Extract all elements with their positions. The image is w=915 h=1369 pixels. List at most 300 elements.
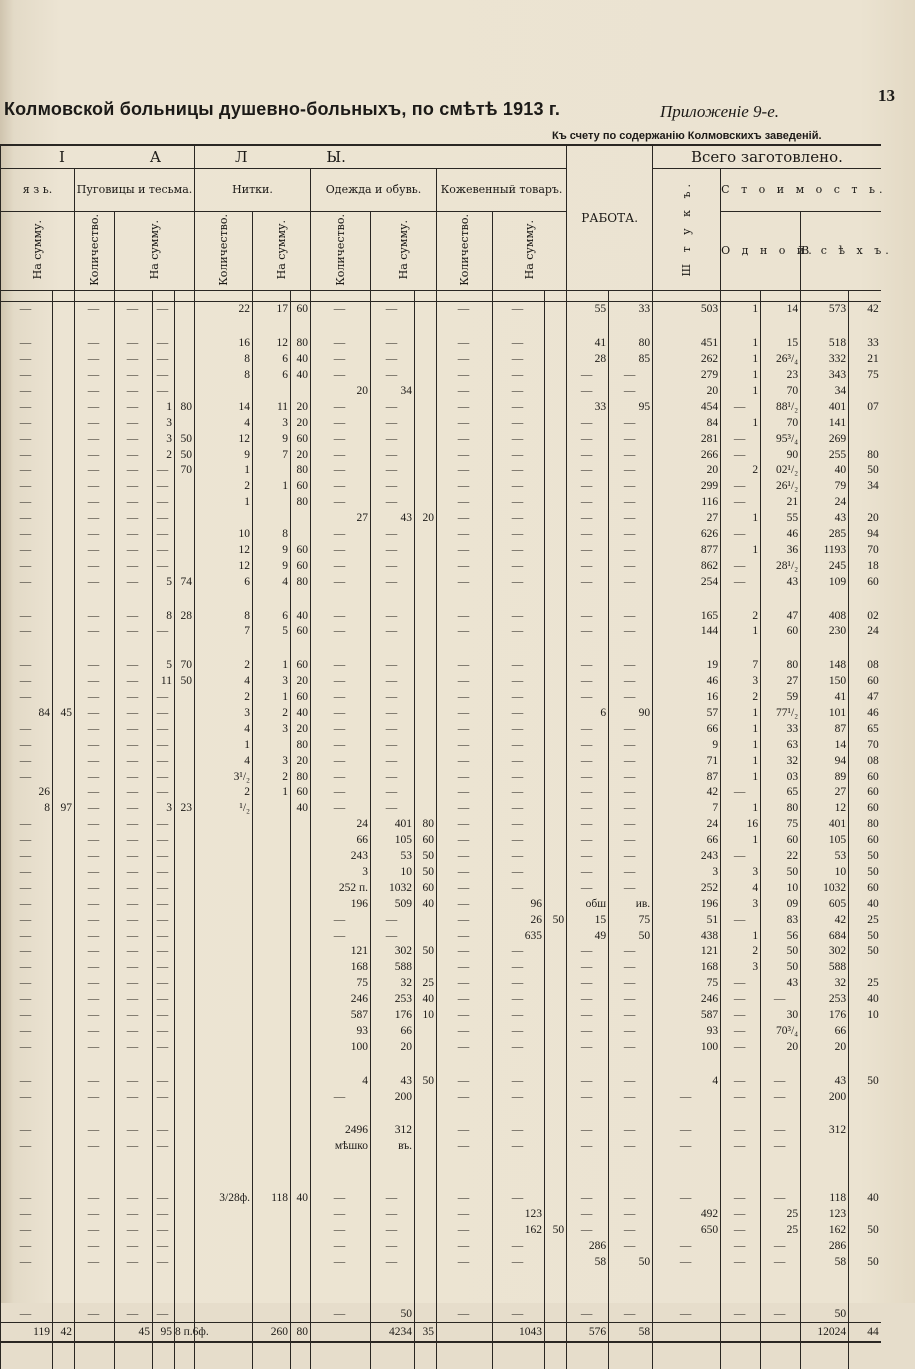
table-cell: 8: [195, 352, 253, 368]
table-cell: —: [1, 463, 53, 479]
table-cell: —: [311, 674, 371, 690]
table-cell: [567, 1055, 609, 1073]
table-row: [1, 753, 881, 769]
table-cell: —: [75, 817, 115, 833]
table-cell: —: [493, 415, 545, 431]
table-cell: [415, 608, 437, 624]
table-row: [1, 674, 881, 690]
table-cell: [253, 817, 291, 833]
table-cell: 50: [609, 928, 653, 944]
table-cell: [545, 1155, 567, 1173]
table-cell: 32: [801, 976, 849, 992]
table-cell: [567, 318, 609, 336]
table-cell: 25: [849, 976, 881, 992]
table-cell: [801, 1270, 849, 1288]
table-cell: —: [437, 912, 493, 928]
table-cell: —: [75, 944, 115, 960]
table-tail-row: [1, 1342, 881, 1369]
table-cell: —: [493, 1254, 545, 1270]
table-cell: [545, 431, 567, 447]
table-cell: —: [153, 896, 175, 912]
table-cell: —: [153, 785, 175, 801]
table-cell: —: [75, 785, 115, 801]
table-cell: 5: [153, 658, 175, 674]
table-cell: —: [75, 608, 115, 624]
table-row: [1, 992, 881, 1008]
table-cell: [545, 1288, 567, 1306]
table-cell: 66: [653, 833, 721, 849]
table-cell: 40: [291, 368, 311, 384]
table-cell: —: [153, 1073, 175, 1089]
table-cell: —: [437, 896, 493, 912]
table-cell: —: [493, 479, 545, 495]
table-cell: 302: [801, 944, 849, 960]
table-cell: —: [567, 1073, 609, 1089]
table-cell: —: [371, 447, 415, 463]
table-cell: [545, 447, 567, 463]
table-cell: —: [567, 558, 609, 574]
table-cell: —: [761, 1191, 801, 1207]
table-cell: 89: [801, 769, 849, 785]
table-cell: 70³/₄: [761, 1023, 801, 1039]
table-cell: [415, 1173, 437, 1191]
table-cell: [175, 976, 195, 992]
table-cell: 75: [609, 912, 653, 928]
table-cell: —: [567, 511, 609, 527]
table-cell: 116: [653, 495, 721, 511]
table-cell: 245: [801, 558, 849, 574]
table-cell: [75, 318, 115, 336]
table-cell: —: [311, 368, 371, 384]
clothes-qty-col: Количество.: [311, 212, 371, 291]
table-cell: [801, 640, 849, 658]
table-cell: [53, 1089, 75, 1105]
table-cell: 7: [721, 658, 761, 674]
table-row: [1, 1254, 881, 1270]
table-cell: [493, 1270, 545, 1288]
table-cell: —: [75, 352, 115, 368]
table-cell: —: [609, 1191, 653, 1207]
table-cell: —: [153, 558, 175, 574]
table-cell: [437, 1270, 493, 1288]
table-cell: [545, 624, 567, 640]
table-cell: [75, 1270, 115, 1288]
table-cell: 70: [761, 415, 801, 431]
table-cell: [53, 1105, 75, 1123]
table-cell: 50: [849, 928, 881, 944]
table-cell: —: [493, 1306, 545, 1322]
table-cell: 2496: [311, 1123, 371, 1139]
table-cell: —: [153, 1139, 175, 1155]
table-row: [1, 737, 881, 753]
table-cell: [195, 1306, 253, 1322]
table-cell: 14: [801, 737, 849, 753]
table-cell: [53, 1288, 75, 1306]
table-cell: —: [721, 1039, 761, 1055]
table-cell: [253, 1023, 291, 1039]
table-cell: 24: [801, 495, 849, 511]
table-cell: 286: [801, 1238, 849, 1254]
table-cell: [175, 817, 195, 833]
table-cell: 23: [761, 368, 801, 384]
table-cell: 60: [291, 690, 311, 706]
table-cell: —: [115, 912, 153, 928]
table-cell: —: [75, 495, 115, 511]
table-cell: [545, 558, 567, 574]
table-cell: —: [609, 447, 653, 463]
table-cell: [371, 318, 415, 336]
table-cell: —: [1, 944, 53, 960]
table-cell: [53, 384, 75, 400]
table-cell: [195, 1270, 253, 1288]
table-cell: [195, 318, 253, 336]
table-cell: —: [493, 336, 545, 352]
table-cell: [721, 1055, 761, 1073]
table-cell: —: [311, 558, 371, 574]
table-cell: 40: [291, 801, 311, 817]
table-cell: 41: [801, 690, 849, 706]
table-cell: [545, 992, 567, 1008]
table-cell: —: [153, 463, 175, 479]
table-row: [1, 1123, 881, 1139]
table-cell: [53, 1123, 75, 1139]
table-cell: [653, 640, 721, 658]
table-cell: 3: [253, 721, 291, 737]
table-cell: 70: [849, 737, 881, 753]
table-cell: [291, 318, 311, 336]
table-cell: [415, 302, 437, 318]
table-cell: [195, 865, 253, 881]
table-cell: [291, 1223, 311, 1239]
table-cell: 42: [801, 912, 849, 928]
table-cell: 16: [653, 690, 721, 706]
table-cell: —: [1, 511, 53, 527]
table-cell: [721, 1105, 761, 1123]
table-cell: [849, 1123, 881, 1139]
table-cell: 60: [849, 769, 881, 785]
table-cell: —: [75, 574, 115, 590]
table-cell: 299: [653, 479, 721, 495]
table-cell: 53: [801, 849, 849, 865]
table-cell: 605: [801, 896, 849, 912]
table-cell: —: [75, 976, 115, 992]
table-cell: [253, 1139, 291, 1155]
appendix-label: Приложенiе 9-е.: [660, 102, 779, 122]
table-cell: 2: [721, 690, 761, 706]
table-cell: —: [761, 1238, 801, 1254]
table-row: [1, 1223, 881, 1239]
table-cell: [653, 1270, 721, 1288]
table-cell: —: [493, 352, 545, 368]
table-row: [1, 658, 881, 674]
table-cell: —: [567, 1306, 609, 1322]
table-cell: 80: [291, 769, 311, 785]
table-cell: 60: [415, 833, 437, 849]
table-cell: [415, 1238, 437, 1254]
table-row: [1, 1270, 881, 1288]
table-cell: 26¹/₂: [761, 479, 801, 495]
table-cell: —: [567, 463, 609, 479]
table-cell: [175, 318, 195, 336]
table-cell: [415, 558, 437, 574]
table-cell: [195, 912, 253, 928]
clothes-sum-col: На сумму.: [371, 212, 437, 291]
table-cell: —: [1, 527, 53, 543]
table-cell: —: [493, 302, 545, 318]
table-cell: —: [609, 624, 653, 640]
table-cell: [195, 1254, 253, 1270]
table-row: [1, 833, 881, 849]
table-row: [1, 1306, 881, 1322]
table-cell: —: [493, 944, 545, 960]
table-cell: —: [609, 463, 653, 479]
table-cell: [545, 928, 567, 944]
table-cell: —: [437, 431, 493, 447]
table-cell: —: [493, 976, 545, 992]
table-cell: —: [493, 801, 545, 817]
table-cell: 43: [761, 976, 801, 992]
table-cell: —: [153, 817, 175, 833]
table-cell: [291, 1139, 311, 1155]
table-cell: [849, 1039, 881, 1055]
table-cell: —: [437, 674, 493, 690]
table-cell: —: [371, 928, 415, 944]
table-cell: 11: [153, 674, 175, 690]
table-cell: —: [609, 944, 653, 960]
leather-qty-col: Количество.: [437, 212, 493, 291]
table-cell: 50: [545, 1223, 567, 1239]
table-cell: 25: [415, 976, 437, 992]
table-cell: 141: [801, 415, 849, 431]
table-cell: —: [493, 753, 545, 769]
table-cell: —: [1, 447, 53, 463]
table-cell: —: [75, 384, 115, 400]
table-cell: —: [75, 658, 115, 674]
table-cell: —: [115, 368, 153, 384]
table-row: [1, 1073, 881, 1089]
table-cell: —: [1, 1223, 53, 1239]
table-cell: [761, 640, 801, 658]
table-cell: 43: [801, 1073, 849, 1089]
table-cell: —: [311, 721, 371, 737]
table-cell: [493, 590, 545, 608]
table-cell: —: [1, 1207, 53, 1223]
table-cell: [291, 912, 311, 928]
table-cell: 20: [371, 1039, 415, 1055]
table-cell: [53, 495, 75, 511]
table-cell: [849, 431, 881, 447]
table-cell: —: [609, 1306, 653, 1322]
table-cell: 1: [195, 495, 253, 511]
table-cell: —: [153, 960, 175, 976]
table-cell: 3: [195, 706, 253, 722]
table-cell: —: [115, 384, 153, 400]
table-cell: [195, 944, 253, 960]
table-cell: [175, 640, 195, 658]
table-cell: 1: [253, 658, 291, 674]
table-cell: —: [115, 1073, 153, 1089]
table-cell: —: [311, 542, 371, 558]
table-cell: 312: [801, 1123, 849, 1139]
table-cell: —: [115, 690, 153, 706]
table-cell: [195, 1023, 253, 1039]
table-cell: 332: [801, 352, 849, 368]
table-cell: [53, 960, 75, 976]
table-cell: —: [567, 447, 609, 463]
table-cell: 168: [653, 960, 721, 976]
table-cell: [253, 833, 291, 849]
table-cell: [371, 640, 415, 658]
table-cell: 43: [761, 574, 801, 590]
table-cell: 56: [761, 928, 801, 944]
table-cell: [609, 590, 653, 608]
table-cell: —: [493, 431, 545, 447]
table-cell: 40: [849, 992, 881, 1008]
table-cell: —: [75, 992, 115, 1008]
table-cell: —: [75, 1073, 115, 1089]
table-cell: —: [609, 976, 653, 992]
table-cell: —: [75, 849, 115, 865]
table-cell: [545, 753, 567, 769]
table-cell: 12024: [801, 1323, 849, 1343]
table-cell: [415, 1039, 437, 1055]
table-cell: 33: [761, 721, 801, 737]
table-cell: [653, 1105, 721, 1123]
table-cell: 50: [849, 865, 881, 881]
table-cell: —: [371, 479, 415, 495]
table-cell: 60: [291, 558, 311, 574]
table-cell: [1, 590, 53, 608]
table-cell: —: [115, 801, 153, 817]
table-cell: 44: [849, 1323, 881, 1343]
table-cell: —: [1, 833, 53, 849]
table-cell: 26³/₄: [761, 352, 801, 368]
table-cell: [761, 590, 801, 608]
table-cell: [291, 640, 311, 658]
table-cell: —: [609, 721, 653, 737]
table-cell: 10: [761, 880, 801, 896]
table-cell: 11: [253, 399, 291, 415]
table-row: [1, 479, 881, 495]
table-cell: 246: [311, 992, 371, 1008]
table-cell: —: [437, 753, 493, 769]
table-cell: —: [721, 447, 761, 463]
table-cell: —: [75, 527, 115, 543]
table-cell: —: [437, 447, 493, 463]
table-cell: 3: [153, 801, 175, 817]
table-cell: —: [153, 833, 175, 849]
table-cell: —: [437, 608, 493, 624]
table-cell: —: [311, 352, 371, 368]
table-cell: 23: [175, 801, 195, 817]
table-cell: [849, 640, 881, 658]
table-cell: —: [75, 1191, 115, 1207]
table-cell: —: [311, 479, 371, 495]
table-cell: —: [371, 658, 415, 674]
table-cell: —: [493, 1191, 545, 1207]
table-cell: —: [75, 833, 115, 849]
table-cell: 71: [653, 753, 721, 769]
table-cell: 33: [849, 336, 881, 352]
table-cell: [415, 960, 437, 976]
table-cell: [291, 1039, 311, 1055]
table-cell: [567, 1288, 609, 1306]
table-cell: —: [371, 574, 415, 590]
table-cell: —: [115, 608, 153, 624]
table-cell: 24: [653, 817, 721, 833]
table-cell: —: [437, 658, 493, 674]
table-cell: [175, 1191, 195, 1207]
table-cell: [437, 640, 493, 658]
table-cell: 196: [311, 896, 371, 912]
table-cell: —: [567, 880, 609, 896]
table-cell: —: [1, 896, 53, 912]
table-cell: [493, 640, 545, 658]
table-cell: 1: [721, 769, 761, 785]
table-cell: [195, 1008, 253, 1024]
table-cell: 2: [195, 479, 253, 495]
table-cell: —: [721, 976, 761, 992]
table-cell: 50: [849, 944, 881, 960]
table-cell: —: [493, 527, 545, 543]
table-cell: 302: [371, 944, 415, 960]
table-cell: 4234: [371, 1323, 415, 1343]
table-cell: —: [493, 624, 545, 640]
table-cell: [53, 574, 75, 590]
table-cell: [253, 384, 291, 400]
cost-one-col: О д н о й.: [721, 212, 801, 291]
table-cell: [545, 1254, 567, 1270]
table-cell: —: [153, 336, 175, 352]
table-cell: 109: [801, 574, 849, 590]
table-cell: [153, 1055, 175, 1073]
table-cell: [195, 1173, 253, 1191]
table-cell: 1: [721, 415, 761, 431]
table-cell: —: [75, 737, 115, 753]
table-cell: —: [1, 574, 53, 590]
table-cell: 4: [253, 574, 291, 590]
table-cell: [53, 415, 75, 431]
table-cell: —: [437, 368, 493, 384]
table-cell: —: [115, 928, 153, 944]
table-cell: —: [721, 558, 761, 574]
table-cell: [545, 336, 567, 352]
table-cell: —: [371, 1254, 415, 1270]
table-cell: —: [371, 674, 415, 690]
table-cell: [175, 542, 195, 558]
table-cell: [195, 1055, 253, 1073]
table-cell: [195, 880, 253, 896]
table-cell: 20: [311, 384, 371, 400]
table-cell: 8: [195, 608, 253, 624]
table-cell: 20: [291, 447, 311, 463]
table-cell: [545, 1270, 567, 1288]
table-cell: —: [1, 658, 53, 674]
table-cell: [175, 1105, 195, 1123]
table-row: [1, 318, 881, 336]
table-cell: —: [493, 511, 545, 527]
table-cell: —: [437, 928, 493, 944]
table-cell: 60: [761, 624, 801, 640]
table-cell: —: [609, 527, 653, 543]
table-cell: 118: [253, 1191, 291, 1207]
table-cell: [545, 658, 567, 674]
table-cell: 58: [801, 1254, 849, 1270]
table-cell: 123: [493, 1207, 545, 1223]
table-cell: 10: [195, 527, 253, 543]
table-cell: —: [1, 976, 53, 992]
group-letter-2: А: [150, 148, 161, 166]
